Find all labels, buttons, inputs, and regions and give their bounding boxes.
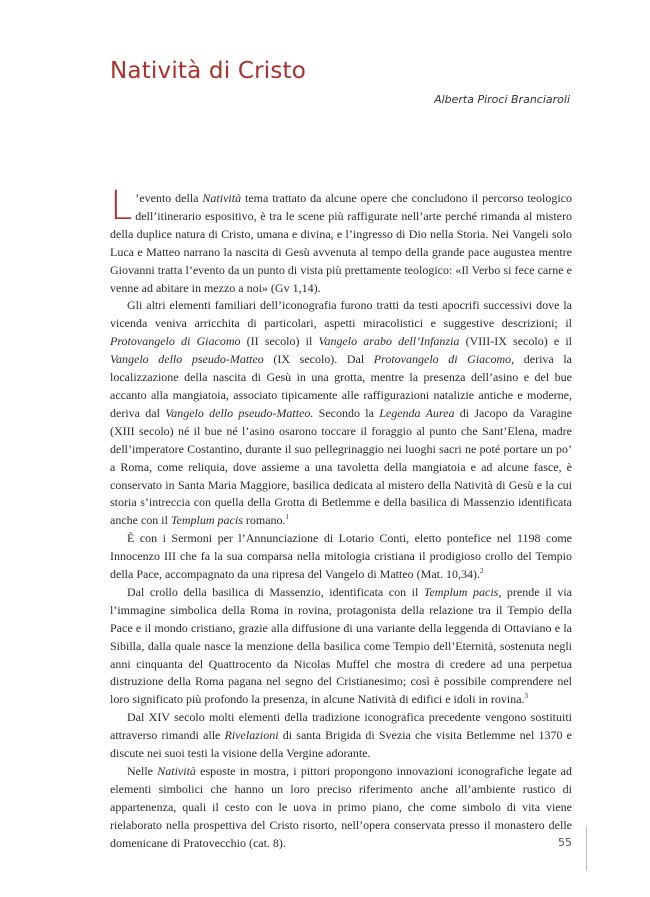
drop-cap: L <box>110 183 133 229</box>
footnote-marker: 3 <box>524 692 529 701</box>
folio-divider <box>586 827 587 871</box>
footnote-marker: 2 <box>479 567 484 576</box>
footnote-marker: 1 <box>285 513 290 522</box>
chapter-title: Natività di Cristo <box>110 58 307 84</box>
essay-body <box>110 183 573 853</box>
paragraph-6: Nelle Natività esposte in mostra, i pittori propongono innovazioni iconografiche legate ad elementi simbolici che hanno un loro preciso riferimento anche all’ambiente rustico di appartenenza, quali il cesto con le uova in primo piano, che come simbolo di vita viene rielaborato nella prospettiva del Cristo risorto, nell’opera conservata presso il monastero delle domenicane di Pratovecchio (cat. 8). <box>110 764 572 850</box>
page-number: 55 <box>558 836 572 849</box>
paragraph-3: È con i Sermoni per l’Annunciazione di Lotario Conti, eletto pontefice nel 1198 come Innocenzo III che fa la sua comparsa nella mitologia cristiana il prodigioso crollo del Tempio della Pace, accompagnato da una ripresa del Vangelo di Matteo (Mat. 10,34).$^2$ <box>110 531 572 582</box>
paragraph-2: Gli altri elementi familiari dell’iconografia furono tratti da testi apocrifi successivi dove la vicenda veniva arricchita di particolari, aspetti miracolistici e suggestive descrizioni; il Protovangelo di Giacomo (II secolo) il Vangelo arabo dell’Infanzia (VIII-IX secolo) e il Vangelo dello pseudo-Matteo (IX secolo). Dal Protovangelo di Giacomo, deriva la localizzazione della nascita di Gesù in una grotta, mentre la presenza dell’asino e del bue accanto alla mangiatoia, associato tipicamente alle raffigurazioni natalizie antiche e moderne, deriva dal Vangelo dello pseudo-Matteo. Secondo la Legenda Aurea di Jacopo da Varagine (XIII secolo) né il bue né l’asino osarono toccare il foraggio al punto che Sant’Elena, madre dell’imperatore Costantino, durante il suo pellegrinaggio nei luoghi sacri ne poté portare un po’ a Roma, come reliquia, dove assieme a una tavoletta della mangiatoia e ad alcune fasce, è conservato in Santa Maria Maggiore, basilica dedicata al mistero della Natività di Gesù e la cui storia s’intreccia con quella della Grotta di Betlemme e della basilica di Massenzio identificata anche con il Templum pacis romano.$^1$ <box>110 298 572 528</box>
paragraph-1: L ’evento della Natività tema trattato da alcune opere che concludono il percorso teologico dell’itinerario espositivo, è tra le scene più raffigurate nell’arte perché rimanda al mistero della duplice natura di Cristo, umana e divina, e l’ingresso di Dio nella Storia. Nei Vangeli solo Luca e Matteo narrano la nascita di Gesù avvenuta al tempo della grande pace augustea mentre Giovanni tratta l’evento da un punto di vista più prettamente teologico: «Il Verbo si fece carne e venne ad abitare in mezzo a noi» (Gv 1,14). <box>110 183 572 295</box>
author-name: Alberta Piroci Branciaroli <box>434 93 570 106</box>
paragraph-4: Dal crollo della basilica di Massenzio, identificata con il Templum pacis, prende il via l’immagine simbolica della Roma in rovina, protagonista della relazione tra il Tempio della Pace e il mondo cristiano, grazie alla diffusione di una variante della leggenda di Ottaviano e la Sibilla, dalla quale nasce la menzione della basilica come Tempio dell’Eternità, sostenuta negli anni cinquanta del Quattrocento da Nicolas Muffel che mostra di credere ad una perpetua distruzione della Roma pagana nel segno del Cristianesimo; così è possibile comprendere nel loro significato più profondo la presenza, in alcune Natività di edifici e idoli in rovina.$^3$ <box>110 584 572 707</box>
paragraph-5: Dal XIV secolo molti elementi della tradizione iconografica precedente vengono sostituiti attraverso rimandi alle Rivelazioni di santa Brigida di Svezia che visita Betlemme nel 1370 e discute nei suoi testi la visione della Vergine adorante. <box>110 710 573 761</box>
